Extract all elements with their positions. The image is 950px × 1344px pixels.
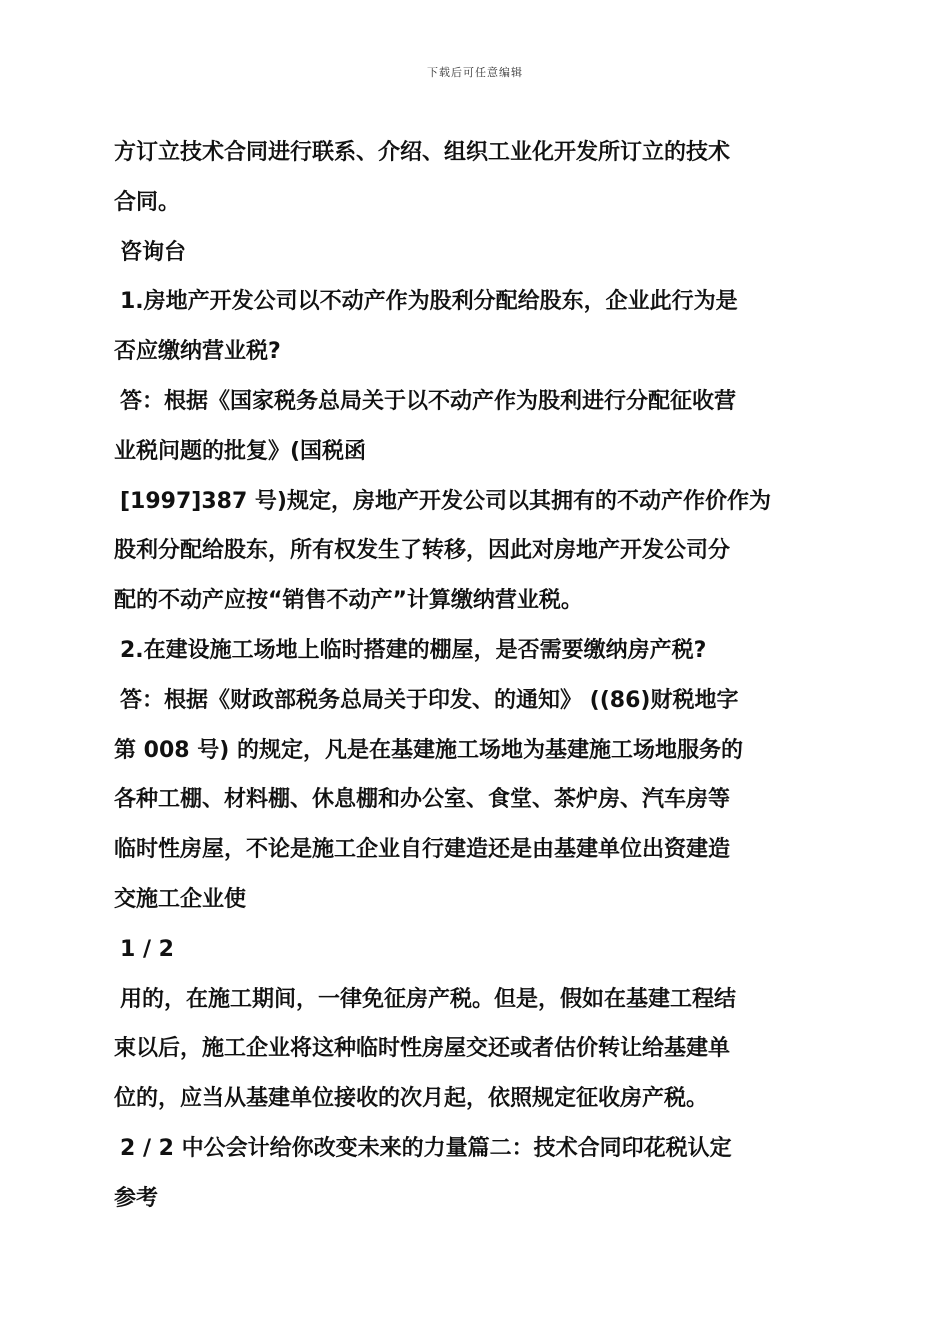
text-line: 否应缴纳营业税?: [114, 339, 281, 365]
text-line: 股利分配给股东，所有权发生了转移，因此对房地产开发公司分: [114, 538, 731, 564]
text-line: 方订立技术合同进行联系、介绍、组织工业化开发所订立的技术: [114, 140, 731, 165]
question-line: 2.在建设施工场地上临时搭建的棚屋，是否需要缴纳房产税?: [120, 637, 707, 663]
section-heading: 咨询台: [120, 239, 187, 265]
answer-line: 答：根据《财政部税务总局关于印发、的通知》 ((86)财税地字: [120, 687, 739, 713]
text-line: [1997]387 号)规定，房地产开发公司以其拥有的不动产作价作为: [120, 488, 771, 514]
text-line: 第 008 号) 的规定，凡是在基建施工场地为基建施工场地服务的: [114, 737, 743, 763]
text-line: 位的，应当从基建单位接收的次月起，依照规定征收房产税。: [114, 1086, 709, 1112]
document-body: [114, 128, 844, 1224]
text-line: 2 / 2 中公会计给你改变未来的力量篇二：技术合同印花税认定: [120, 1135, 732, 1161]
text-line: 束以后，施工企业将这种临时性房屋交还或者估价转让给基建单: [114, 1036, 731, 1062]
text-line: 各种工棚、材料棚、休息棚和办公室、食堂、茶炉房、汽车房等: [114, 787, 731, 813]
page-number: 1 / 2: [120, 936, 174, 962]
text-line: 合同。: [114, 189, 181, 215]
answer-line: 答：根据《国家税务总局关于以不动产作为股利进行分配征收营: [120, 388, 737, 414]
text-line: 临时性房屋，不论是施工企业自行建造还是由基建单位出资建造: [114, 837, 731, 863]
text-line: 业税问题的批复》(国税函: [114, 438, 367, 464]
text-line: 配的不动产应按“销售不动产”计算缴纳营业税。: [114, 588, 583, 614]
page-header: 下载后可任意编辑: [427, 66, 523, 79]
text-line: 参考: [114, 1185, 159, 1211]
text-line: 交施工企业使: [114, 886, 247, 912]
question-line: 1.房地产开发公司以不动产作为股利分配给股东，企业此行为是: [120, 289, 738, 315]
text-line: 用的，在施工期间，一律免征房产税。但是，假如在基建工程结: [120, 986, 737, 1012]
